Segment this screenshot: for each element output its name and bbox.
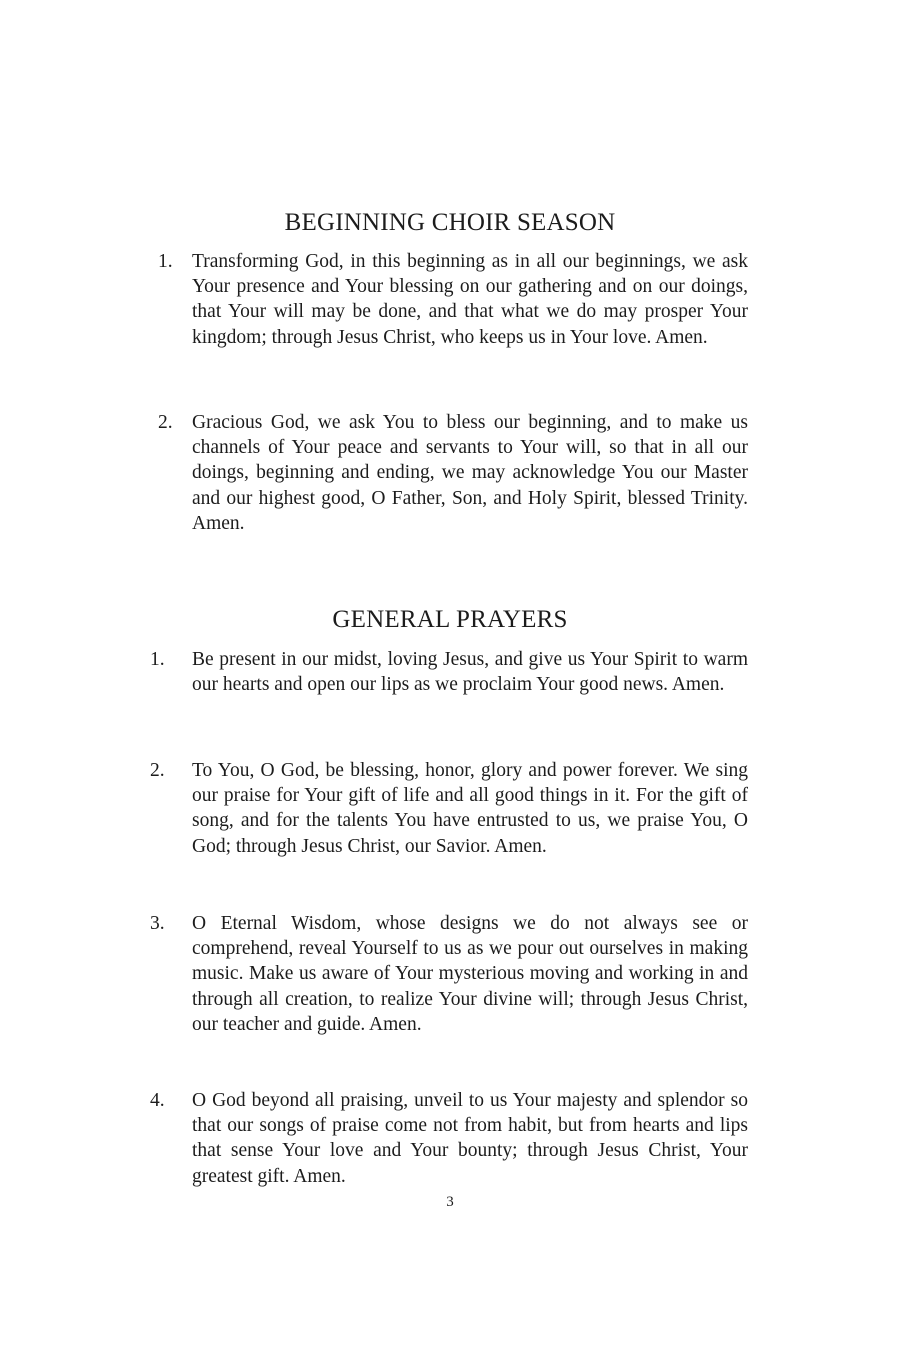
page-number: 3 xyxy=(446,1194,454,1210)
prayer-number: 2. xyxy=(150,760,165,781)
prayer-number: 2. xyxy=(158,412,173,433)
prayer-item xyxy=(150,1088,748,1189)
section-heading-general-prayers: GENERAL PRAYERS xyxy=(332,606,568,633)
prayer-text: Be present in our midst, loving Jesus, and give us Your Spirit to warm our hearts and open our lips as we proclaim Your good news. Amen. xyxy=(192,649,748,696)
prayer-number: 4. xyxy=(150,1090,165,1111)
section-heading-beginning-choir-season: BEGINNING CHOIR SEASON xyxy=(284,209,616,236)
prayer-item xyxy=(150,410,748,536)
prayer-item xyxy=(150,249,748,350)
prayer-text: Gracious God, we ask You to bless our beginning, and to make us channels of Your peace and servants to Your will, so that in all our doings, beginning and ending, we may acknowledge You our Master and our highest good, O Father, Son, and Holy Spirit, blessed Trinity. Amen. xyxy=(192,412,748,534)
prayer-text: O Eternal Wisdom, whose designs we do not always see or comprehend, reveal Yourself to us as we pour out ourselves in making music. Make us aware of Your mysterious moving and working in and through all creation, to realize Your divine will; through Jesus Christ, our teacher and guide. Amen. xyxy=(192,913,748,1035)
prayer-text: Transforming God, in this beginning as in all our beginnings, we ask Your presence and Your blessing on our gathering and on our doings, that Your will may be done, and that what we do may prosper Your kingdom; through Jesus Christ, who keeps us in Your love. Amen. xyxy=(192,251,748,348)
prayer-item xyxy=(150,911,748,1037)
prayer-number: 1. xyxy=(158,251,173,272)
prayer-text: O God beyond all praising, unveil to us Your majesty and splendor so that our songs of praise come not from habit, but from hearts and lips that sense Your love and Your bounty; through Jesus Christ, Your greatest gift. Amen. xyxy=(192,1090,748,1187)
prayer-item xyxy=(150,647,748,697)
prayer-text: To You, O God, be blessing, honor, glory and power forever. We sing our praise for Your gift of life and all good things in it. For the gift of song, and for the talents You have entrusted to us, we praise You, O God; through Jesus Christ, our Savior. Amen. xyxy=(192,760,748,857)
prayer-item xyxy=(150,758,748,859)
prayer-number: 1. xyxy=(150,649,165,670)
prayer-number: 3. xyxy=(150,913,165,934)
